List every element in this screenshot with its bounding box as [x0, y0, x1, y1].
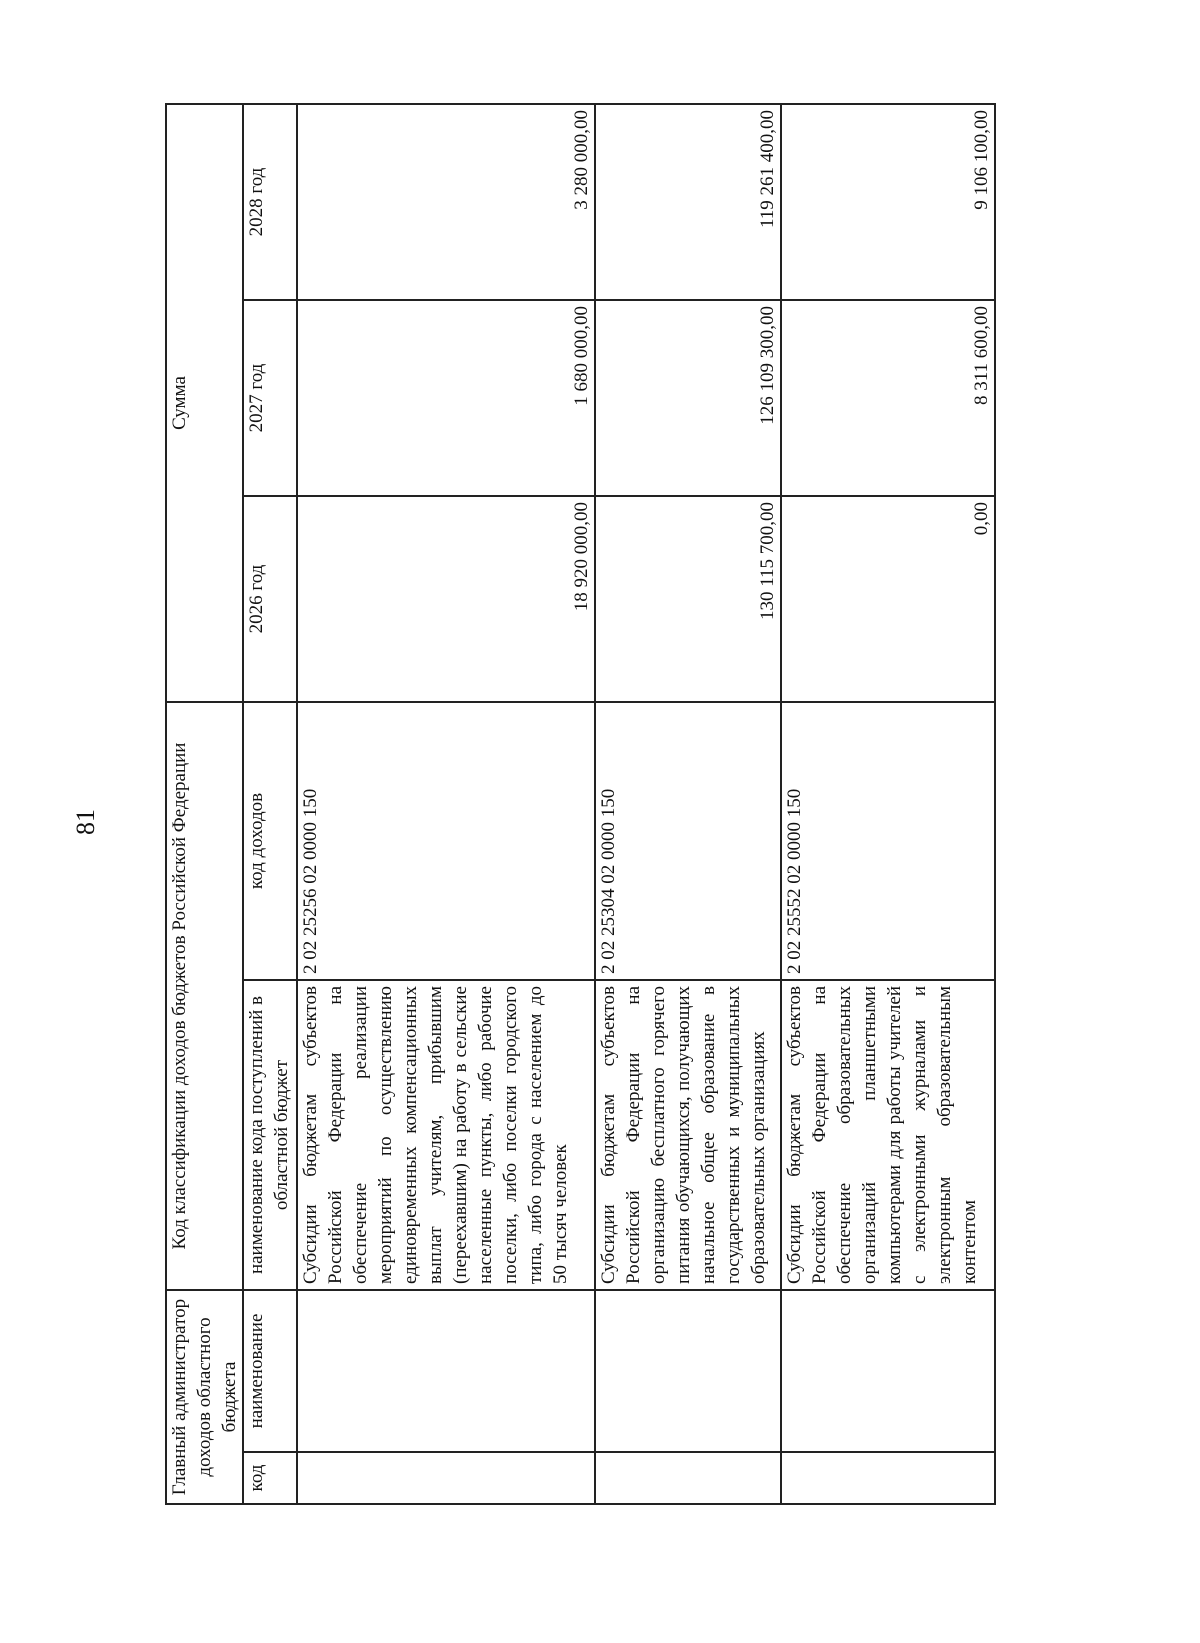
cell-admin-code: [595, 1452, 781, 1504]
cell-amount-2027: 8 311 600,00: [781, 300, 995, 496]
budget-revenue-table: [165, 103, 996, 1505]
header-code: код: [243, 1452, 297, 1504]
cell-amount-2028: 3 280 000,00: [297, 104, 595, 300]
cell-amount-2027: 1 680 000,00: [297, 300, 595, 496]
page-number: 81: [71, 809, 100, 835]
header-sum-group: Сумма: [166, 104, 243, 702]
cell-admin-code: [297, 1452, 595, 1504]
table-row: [781, 104, 995, 1504]
cell-admin-code: [781, 1452, 995, 1504]
cell-amount-2028: 119 261 400,00: [595, 104, 781, 300]
header-income-code: код доходов: [243, 702, 297, 980]
cell-amount-2028: 9 106 100,00: [781, 104, 995, 300]
cell-admin-name: [781, 1290, 995, 1452]
cell-income-code: 2 02 25256 02 0000 150: [297, 702, 595, 980]
cell-amount-2026: 0,00: [781, 496, 995, 702]
header-classification-group: Код классификации доходов бюджетов Российской Федерации: [166, 702, 243, 1290]
header-year-2027: 2027 год: [243, 300, 297, 496]
cell-admin-name: [595, 1290, 781, 1452]
cell-income-name: Субсидии бюджетам субъектов Российской Федерации на обеспечение образовательных организаций планшетными компьютерами для работы учителей с электронными журналами и электронным образовательным контентом: [781, 980, 995, 1290]
cell-amount-2026: 18 920 000,00: [297, 496, 595, 702]
table-row: [595, 104, 781, 1504]
rotated-table-container: [165, 105, 995, 1505]
cell-income-code: 2 02 25304 02 0000 150: [595, 702, 781, 980]
table-row: [297, 104, 595, 1504]
header-admin-group: Главный администратор доходов областного бюджета: [166, 1290, 243, 1504]
cell-income-name: Субсидии бюджетам субъектов Российской Федерации на обеспечение реализации мероприятий по осуществлению единовременных компенсационных выплат учителям, прибывшим (переехавшим) на работу в сельские населенные пункты, либо рабочие поселки, либо поселки городского типа, либо города с населением до 50 тысяч человек: [297, 980, 595, 1290]
cell-amount-2027: 126 109 300,00: [595, 300, 781, 496]
header-income-name: наименование кода поступлений в областной бюджет: [243, 980, 297, 1290]
header-year-2028: 2028 год: [243, 104, 297, 300]
cell-income-code: 2 02 25552 02 0000 150: [781, 702, 995, 980]
cell-admin-name: [297, 1290, 595, 1452]
header-year-2026: 2026 год: [243, 496, 297, 702]
header-name: наименование: [243, 1290, 297, 1452]
cell-income-name: Субсидии бюджетам субъектов Российской Федерации на организацию бесплатного горячего питания обучающихся, получающих начальное общее образование в государственных и муниципальных образовательных организациях: [595, 980, 781, 1290]
cell-amount-2026: 130 115 700,00: [595, 496, 781, 702]
